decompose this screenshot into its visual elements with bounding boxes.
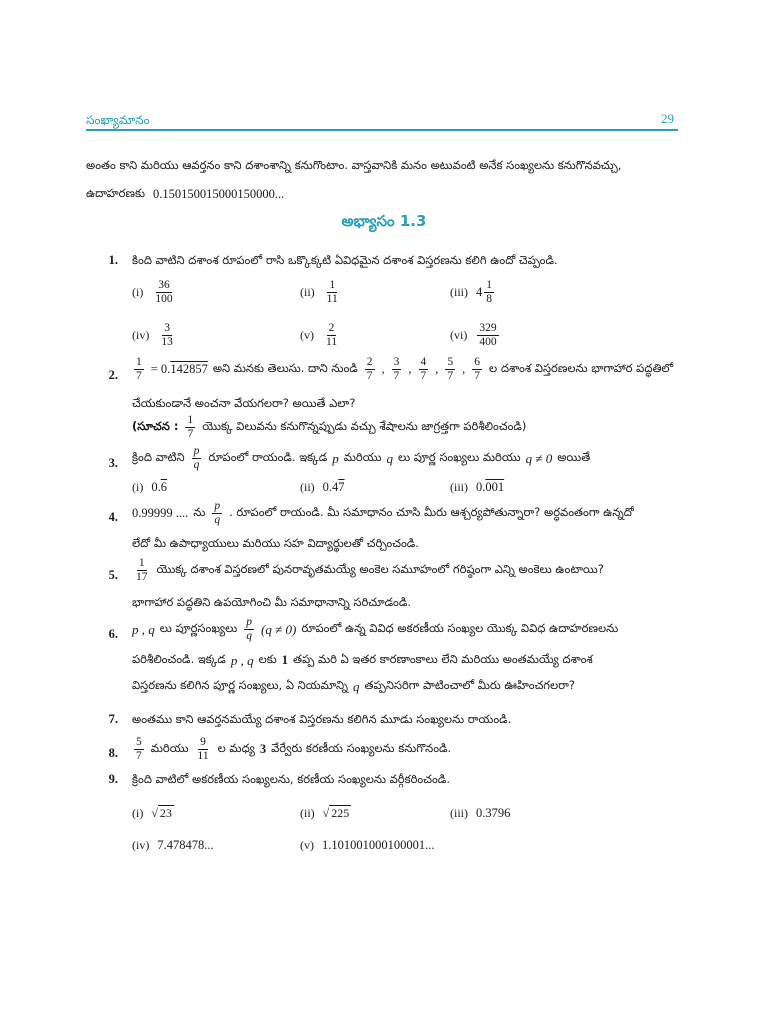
denominator: 7 [474,370,481,382]
fraction [325,279,340,306]
q4-line-2: లేదో మీ ఉపాధ్యాయులు మరియు సహ విద్యార్థులతో చర్చించండి. [132,536,419,550]
item-value: 1.101001000100001... [322,838,435,852]
page-number: 29 [661,111,674,126]
numerator: 5 [136,736,142,748]
repeating-digits: 142857 [170,362,208,376]
q3-number: 3. [108,456,118,470]
q9-item-i [132,806,174,821]
fraction-p-over-q [244,616,254,643]
q4-value: 0.99999 .... [132,506,189,520]
item-label: (i) [132,285,144,299]
numerator: p [193,445,200,457]
denominator: 7 [393,370,400,382]
q6-line2-a: పరిశీలించండి. ఇక్కడ [132,652,226,666]
q6-number: 6. [108,627,118,641]
q6-line3-a: విస్తరణను కలిగిన పూర్ణ సంఖ్యలు, ఏ నియమాన్ని [132,678,349,692]
item-label: (ii) [300,806,315,820]
hint-text: యొక్క విలువను కనుగొన్నప్పుడు వచ్చు శేషాలను జాగ్రత్తగా పరిశీలించండి) [202,419,527,433]
q1-number: 1. [108,253,118,267]
intro-line-2 [86,186,284,203]
q6-line-2 [132,652,593,669]
q5-line-2: భాగాహార పద్ధతిని ఉపయోగించి మీ సమాధానాన్ని సరిచూడండి. [132,595,412,609]
intro-example-word: ఉదాహరణకు [86,186,145,200]
numerator: 1 [136,356,142,368]
square-root: √ 23 [151,806,172,820]
recurring-decimal [476,480,504,495]
q6-line-3 [132,678,575,695]
denominator: 11 [326,293,338,305]
q7-text: అంతము కాని ఆవర్తనమయ్యే దశాంశ విస్తరణను కలిగిన మూడు సంఖ్యలను రాయండి. [132,712,512,726]
item-label: (ii) [300,480,315,494]
q1-item-iv [132,322,177,349]
item-label: (iv) [132,838,150,852]
q3-item-ii [300,480,345,495]
q3-text-b: రూపంలో రాయండి. ఇక్కడ [208,450,328,464]
condition: (q ≠ 0) [261,621,297,637]
vars-p-q: p , q [132,621,155,637]
denominator: 7 [136,370,142,382]
fraction [134,736,144,763]
comma: , [381,362,385,376]
item-label: (iii) [450,480,468,494]
q8-text-a: మరియు [150,741,189,755]
q5-text-a: యొక్క దశాంశ విస్తరణలో పునరావృతమయ్యే అంకెల సమూహంలో గరిష్ఠంగా ఎన్ని అంకెలు ఉంటాయి? [156,562,604,576]
q3-item-i [132,480,167,495]
numerator: 5 [447,356,454,368]
q3-text-c: మరియు [343,450,382,464]
numerator: 1 [187,414,194,426]
numerator: p [214,500,221,512]
exercise-title: అభ్యాసం 1.3 [341,212,427,230]
q3-text-a: క్రింది వాటిని [132,450,185,464]
q2-text-a: అని మనకు తెలుసు. దాని నుండి [212,361,358,375]
q2-hint [132,414,526,441]
q1-text: కింది వాటిని దశాంశ రూపంలో రాసి ఒక్కొక్కటి ఏవిధమైన దశాంశ విస్తరణను కలిగి ఉందో చెప్పండి. [132,253,558,267]
numerator: 329 [479,322,497,334]
numerator: 4 [420,356,427,368]
denominator: 100 [155,293,173,305]
number-one: 1 [281,653,289,667]
repeating-digits: 7 [338,480,345,494]
q1-item-iii [450,279,496,306]
fraction [419,356,429,383]
q1-item-ii [300,279,342,306]
item-label: (v) [300,838,314,852]
header-rule [86,129,678,131]
decimal-prefix: = 0. [150,362,171,376]
q5-number: 5. [108,568,118,582]
q2-line-2: చేయకుండానే అంచనా వేయగలరా? అయితే ఎలా? [132,396,356,410]
item-label: (i) [132,480,144,494]
denominator: 13 [161,336,173,348]
denominator: 17 [136,571,148,583]
fraction [159,322,175,349]
comma: , [462,362,466,376]
fraction [185,414,195,441]
fraction [153,279,174,306]
q1-item-v [300,322,341,349]
numerator: 36 [158,279,170,291]
denominator: 400 [479,336,497,348]
radicand: 225 [331,806,350,820]
q8-line [132,736,451,763]
q2-number: 2. [108,368,118,382]
var-q: q [386,450,393,466]
item-label: (iv) [132,328,150,342]
numerator: 3 [164,322,170,334]
item-label: (i) [132,806,144,820]
condition: q ≠ 0 [525,450,553,466]
numerator: 1 [329,279,336,291]
denominator: 7 [366,370,373,382]
fraction [445,356,455,383]
item-label: (ii) [300,285,315,299]
fraction [134,356,144,383]
q9-text: క్రింది వాటిలో అకరణీయ సంఖ్యలను, కరణీయ సంఖ్యలను వర్గీకరించండి. [132,772,450,786]
number-three: 3 [259,742,267,756]
fraction [324,322,339,349]
denominator: q [246,630,253,642]
intro-example-number: 0.150150015000150000... [152,187,285,201]
q6-line3-b: తప్పనిసరిగా పాటించాలో మీరు ఊహించగలరా? [364,678,576,692]
recurring-decimal [151,480,167,495]
q8-text-b: ల మధ్య [217,741,255,755]
numerator: 3 [393,356,400,368]
q2-text-b: ల దశాంశ విస్తరణలను భాగాహార పద్ధతిలో [489,361,674,375]
denominator: 11 [197,750,209,762]
item-label: (vi) [450,328,468,342]
numerator: 6 [474,356,481,368]
q2-line-1 [132,356,673,383]
q8-text-c: వేర్వేరు కరణీయ సంఖ్యలను కనుగొనండి. [271,741,452,755]
running-header-title: సంఖ్యామానం [86,113,150,127]
numerator: p [246,616,253,628]
item-value: 7.478478... [157,838,214,852]
denominator: 7 [136,750,142,762]
item-label: (v) [300,328,314,342]
q3-item-iii [450,480,504,495]
q1-item-i [132,279,177,306]
item-label: (iii) [450,806,468,820]
hint-label: (సూచన : [132,419,179,433]
q1-item-vi [450,322,501,349]
decimal-prefix: 0. [476,480,486,494]
q9-item-iv [132,838,214,853]
var-p: p [332,450,339,466]
repeating-digits: 6 [160,480,167,494]
fraction [472,356,482,383]
decimal-prefix: 0.4 [322,480,339,494]
denominator: q [193,459,200,471]
q4-text-b: . రూపంలో రాయండి. మీ సమాధానం చూసి మీరు ఆశ్చర్యపోతున్నారా? అర్ధవంతంగా ఉన్నదో [229,505,634,519]
intro-line-1: అంతం కాని మరియు ఆవర్తనం కాని దశాంశాన్ని కనుగొంటాం. వాస్తవానికి మనం అటువంటి అనేక సంఖ్యలను కనుగొనవచ్చు, [86,158,622,172]
q8-number: 8. [108,746,118,760]
denominator: 7 [420,370,427,382]
fraction-p-over-q [212,500,222,527]
q6-line2-b: లకు [258,652,277,666]
fraction [196,736,211,763]
item-label: (iii) [450,285,468,299]
repeating-digits: 001 [485,480,505,494]
q9-item-iii [450,806,510,821]
radicand: 23 [159,806,172,820]
q4-line-1 [132,500,634,527]
q9-number: 9. [108,772,118,786]
denominator: 11 [326,336,338,348]
q5-line-1 [132,557,604,584]
q3-text-d: లు పూర్ణ సంఖ్యలు మరియు [398,450,521,464]
denominator: 8 [486,293,492,305]
fraction [392,356,402,383]
q4-text-a: ను [193,505,206,519]
fraction [365,356,375,383]
denominator: q [214,514,221,526]
numerator: 9 [200,736,206,748]
recurring-decimal [323,480,345,495]
decimal-prefix: 0. [151,480,161,494]
denominator: 7 [187,428,194,440]
q4-number: 4. [108,510,118,524]
vars-p-q: p , q [230,652,254,668]
numerator: 1 [138,557,145,569]
fraction-p-over-q [192,445,202,472]
q9-item-ii [300,806,351,821]
q7-number: 7. [108,712,118,726]
decimal-value [151,362,208,377]
numerator: 1 [486,279,492,291]
item-value: 0.3796 [476,806,511,820]
q6-text-a: లు పూర్ణసంఖ్యలు [159,621,238,635]
square-root: √ 225 [322,806,350,820]
fraction [134,557,150,584]
comma: , [435,362,439,376]
q6-line-1 [132,616,618,643]
mixed-whole: 4 [476,285,483,299]
numerator: 2 [366,356,373,368]
q9-item-v [300,838,435,853]
denominator: 7 [447,370,454,382]
fraction [477,322,498,349]
var-q: q [353,678,360,694]
fraction [484,279,494,306]
q3-line-1 [132,445,590,472]
numerator: 2 [328,322,335,334]
comma: , [408,362,412,376]
q6-line2-c: తప్ప మరి ఏ ఇతర కారణాంకాలు లేని మరియు అంతమయ్యే దశాంశ [293,652,593,666]
q3-text-e: అయితే [557,450,591,464]
q6-text-b: రూపంలో ఉన్న వివిధ అకరణీయ సంఖ్యల యొక్క వివిధ ఉదాహరణలను [301,621,619,635]
